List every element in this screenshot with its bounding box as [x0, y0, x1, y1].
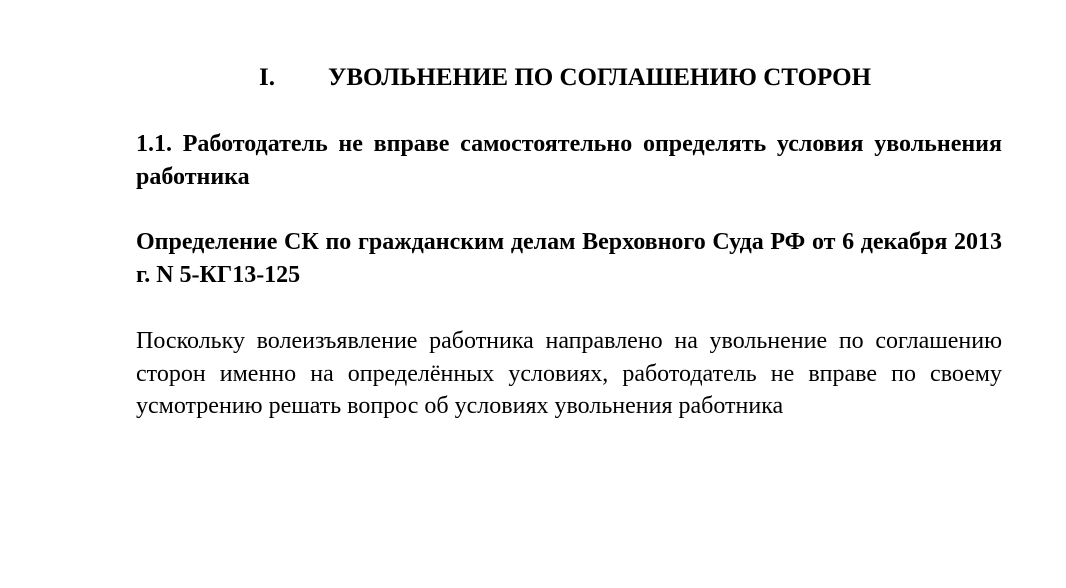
subsection-text: Работодатель не вправе самостоятельно определять условия увольнения работника: [136, 131, 1002, 190]
section-title: УВОЛЬНЕНИЕ ПО СОГЛАШЕНИЮ СТОРОН: [328, 64, 872, 91]
section-number: I.: [259, 64, 275, 91]
subsection-heading: [136, 128, 1002, 194]
ruling-title: Определение СК по гражданским делам Верховного Суда РФ от 6 декабря 2013 г. N 5-КГ13-125: [136, 229, 1002, 288]
subsection-number: 1.1.: [136, 131, 172, 157]
body-paragraph: Поскольку волеизъявление работника направлено на увольнение по соглашению сторон именно на определённых условиях, работодатель не вправе по своему усмотрению решать вопрос об условиях увольнения работника: [136, 328, 1002, 419]
